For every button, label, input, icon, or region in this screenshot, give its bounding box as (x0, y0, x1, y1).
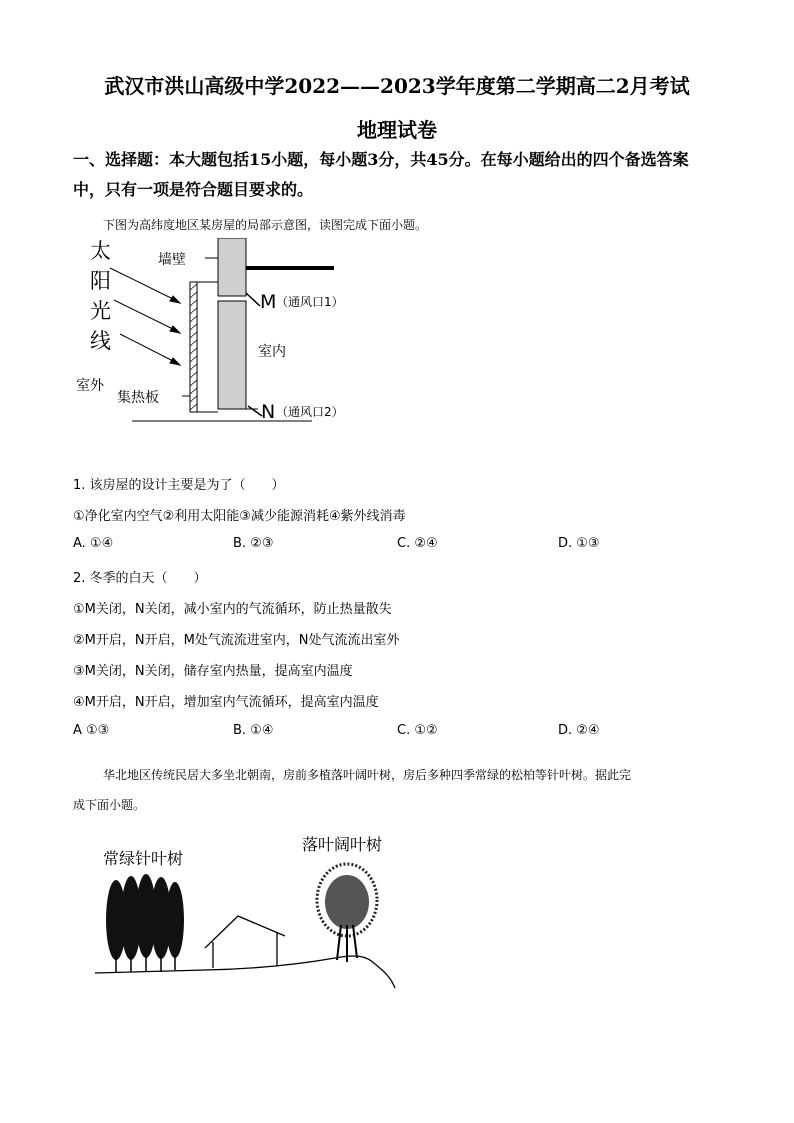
house-section-figure (70, 238, 400, 428)
q2-option-b[interactable]: B. ①④ (233, 723, 274, 738)
deciduous-tree (317, 864, 377, 962)
exam-subtitle: 地理试卷 (357, 118, 437, 142)
indoor-label: 室内 (258, 344, 286, 360)
n-leader (248, 406, 262, 416)
m-vent-label: （通风口1） (276, 295, 344, 309)
evergreen-trunks (116, 955, 175, 972)
sun-char-4: 线 (90, 329, 111, 353)
trees-house-figure (95, 830, 405, 995)
section-heading (73, 145, 733, 205)
section-heading-line1: 一、选择题：本大题包括15小题，每小题3分，共45分。在每小题给出的四个备选答案 (73, 150, 689, 169)
group2-intro-line1: 华北地区传统民居大多坐北朝南，房前多植落叶阔叶树，房后多种四季常绿的松柏等针叶树。据此完 (103, 768, 632, 782)
exam-title: 武汉市洪山高级中学2022——2023学年度第二学期高二2月考试 (104, 74, 690, 98)
wall-upper (218, 238, 246, 296)
ground-line (95, 956, 395, 988)
q1-option-d[interactable]: D. ①③ (558, 536, 600, 551)
q1-option-c[interactable]: C. ②④ (397, 536, 438, 551)
q2-option-c[interactable]: C. ①② (397, 723, 438, 738)
q2-stem: 2. 冬季的白天（ ） (73, 571, 207, 586)
q2-option-d[interactable]: D. ②④ (558, 723, 600, 738)
q2-statement-3: ③M关闭，N关闭，储存室内热量，提高室内温度 (73, 664, 353, 679)
collector-label: 集热板 (117, 390, 159, 406)
q2-option-a[interactable]: A ①③ (73, 723, 110, 738)
group2-intro-line2: 成下面小题。 (73, 798, 146, 812)
q1-statement: ①净化室内空气②利用太阳能③减少能源消耗④紫外线消毒 (73, 509, 406, 524)
sun-char-3: 光 (90, 299, 111, 323)
n-vent-label: （通风口2） (276, 405, 344, 419)
q2-statement-2: ②M开启，N开启，M处气流流进室内，N处气流流出室外 (73, 633, 400, 648)
q1-option-a[interactable]: A. ①④ (73, 536, 114, 551)
q1-stem: 1. 该房屋的设计主要是为了（ ） (73, 478, 285, 493)
wall-lower (218, 301, 246, 409)
q2-statement-4: ④M开启，N开启，增加室内气流循环，提高室内温度 (73, 695, 379, 710)
wall-label: 墙壁 (158, 252, 186, 268)
m-leader (246, 293, 260, 306)
q1-option-b[interactable]: B. ②③ (233, 536, 274, 551)
q2-statement-1: ①M关闭，N关闭，减小室内的气流循环，防止热量散失 (73, 602, 392, 617)
sun-rays (110, 268, 180, 365)
collector-panel (190, 282, 197, 412)
sun-char-1: 太 (90, 239, 111, 263)
evergreen-trees (106, 874, 184, 960)
deciduous-label: 落叶阔叶树 (302, 835, 383, 854)
m-vent-letter: M (260, 291, 277, 313)
n-vent-letter: N (261, 401, 276, 423)
outdoor-label: 室外 (76, 378, 104, 394)
section-heading-line2: 中，只有一项是符合题目要求的。 (73, 180, 314, 199)
house-outline (205, 916, 285, 968)
group1-intro: 下图为高纬度地区某房屋的局部示意图，读图完成下面小题。 (103, 218, 428, 232)
evergreen-label: 常绿针叶树 (103, 849, 184, 868)
sun-char-2: 阳 (90, 269, 111, 293)
